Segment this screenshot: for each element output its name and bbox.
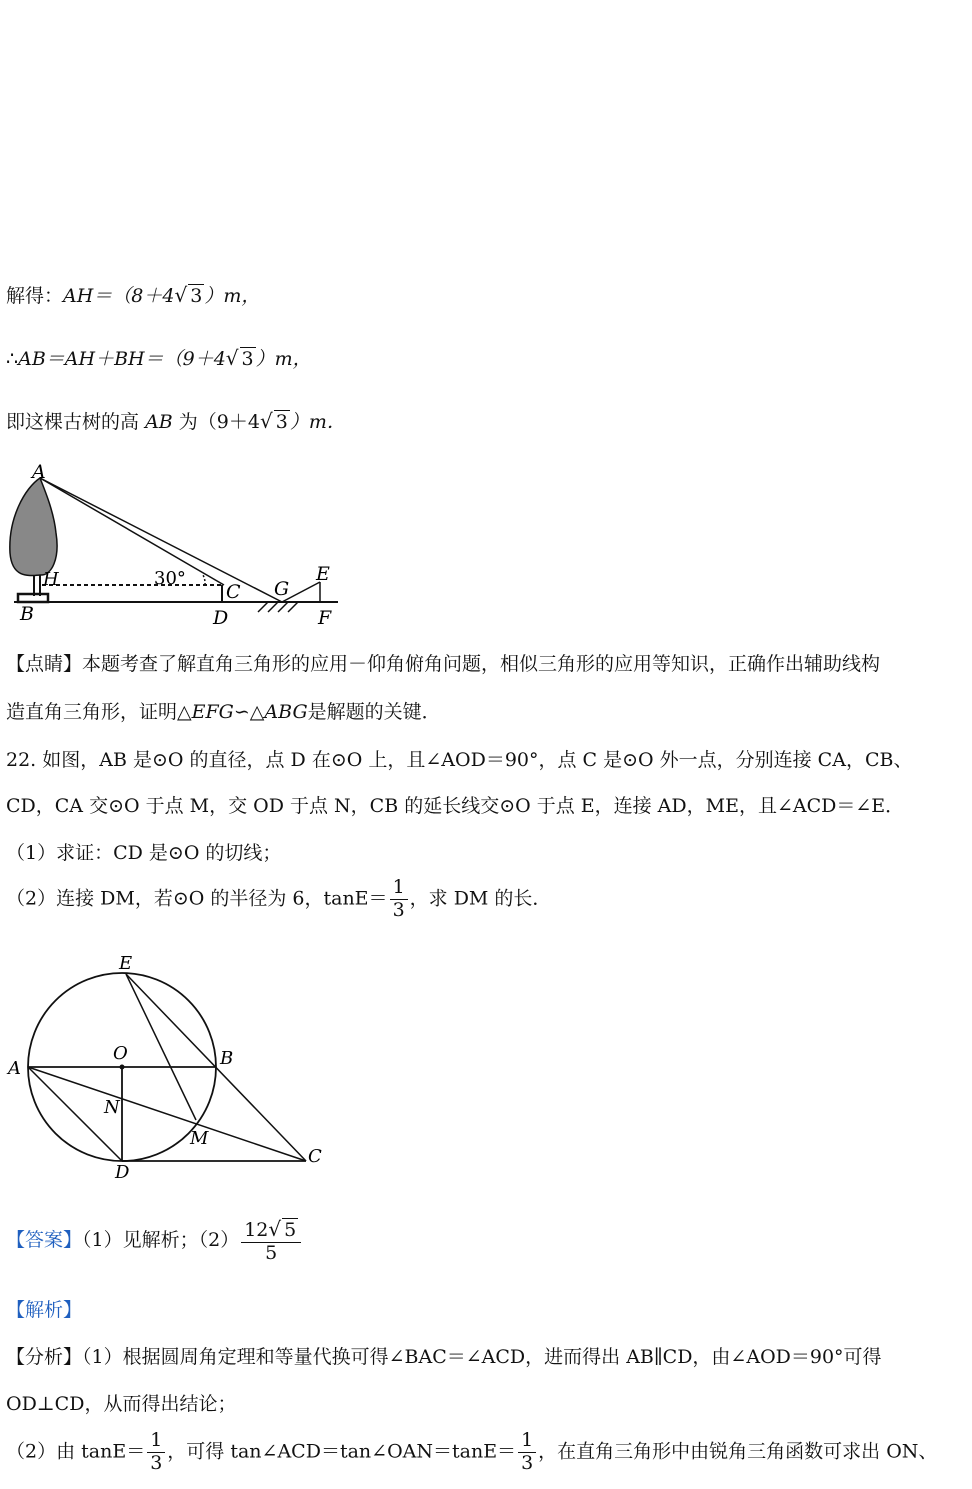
denominator: 3: [392, 898, 405, 921]
denominator: 5: [265, 1241, 278, 1264]
radicand: 3: [241, 348, 254, 370]
label-angle: 30°: [154, 568, 186, 589]
solution-line-3: [6, 406, 346, 437]
label-b: B: [20, 603, 34, 625]
label-a: A: [32, 461, 46, 483]
numerator: 1: [390, 877, 408, 900]
label-b: B: [220, 1048, 234, 1069]
analysis-heading: 【解析】: [6, 1299, 83, 1321]
sqrt: √ 3: [225, 346, 254, 370]
label-g: G: [274, 578, 290, 600]
line-ac: [40, 478, 224, 585]
text: ，求 DM 的长．: [409, 887, 552, 910]
label-h: H: [43, 569, 59, 590]
expr: ABG: [264, 701, 308, 723]
text: 解得：: [6, 285, 64, 307]
text: 为（9＋4: [178, 411, 260, 433]
comment-line-2: [6, 697, 441, 727]
text: ∽△: [233, 701, 265, 723]
radicand: 5: [284, 1218, 297, 1241]
question-2: [6, 877, 551, 922]
problem-line-2: CD，CA 交⊙O 于点 M，交 OD 于点 N，CB 的延长线交⊙O 于点 E，连接 AD，ME，且∠ACD＝∠E．: [6, 795, 905, 817]
circle-figure: [0, 945, 340, 1185]
radicand: 3: [190, 285, 203, 307]
comment-line-1: [6, 649, 880, 679]
label-m: M: [190, 1128, 209, 1149]
label-f: F: [318, 607, 332, 628]
label-e: E: [119, 953, 133, 974]
label-d: D: [213, 607, 229, 628]
problem-line-1: 22. 如图，AB 是⊙O 的直径，点 D 在⊙O 上，且∠AOD＝90°，点 C 是⊙O 外一点，分别连接 CA，CB、: [6, 749, 913, 771]
coef: 12: [244, 1218, 269, 1241]
tree-figure: [0, 458, 350, 628]
radicand: 3: [275, 411, 288, 433]
line-em: [126, 974, 196, 1120]
question-1: （1）求证：CD 是⊙O 的切线；: [6, 842, 282, 864]
line-ac: [28, 1067, 306, 1161]
text: 是解题的关键．: [307, 701, 441, 723]
label-n: N: [104, 1097, 120, 1118]
label-d: D: [115, 1162, 130, 1183]
label-c: C: [226, 581, 241, 603]
analysis-line-3: [6, 1430, 937, 1475]
text: ，在直角三角形中由锐角三角函数可求出 ON、: [538, 1440, 938, 1463]
angle-arc: [203, 575, 205, 585]
answer-tag: 【答案】: [6, 1229, 83, 1251]
expr: AB＝AH＋BH＝（9＋4: [18, 348, 226, 370]
sqrt: √ 3: [259, 409, 288, 433]
expr-post: ）m，: [255, 348, 312, 370]
label-o: O: [113, 1043, 128, 1064]
answer-fraction: [241, 1218, 301, 1265]
tree-crown: [10, 478, 57, 576]
mirror-hatch: [258, 602, 298, 612]
text: （2）连接 DM，若⊙O 的半径为 6，tanE＝: [6, 887, 388, 910]
comment-tag: 【点睛】: [6, 653, 83, 675]
comment-text: 本题考查了解直角三角形的应用－仰角俯角问题，相似三角形的应用等知识，正确作出辅助线构: [82, 653, 881, 675]
text: ∴: [6, 348, 19, 370]
numerator: 1: [518, 1430, 536, 1453]
fraction: [147, 1430, 165, 1475]
answer-line: [6, 1210, 303, 1270]
label-c: C: [308, 1146, 322, 1167]
expr-post: ）m．: [289, 411, 346, 433]
analysis-line-1: [6, 1342, 882, 1372]
expr-post: ）m，: [204, 285, 261, 307]
numerator: 1: [147, 1430, 165, 1453]
text: （2）由 tanE＝: [6, 1440, 146, 1463]
sqrt: √ 3: [174, 283, 203, 307]
denominator: 3: [521, 1451, 534, 1474]
solution-line-2: [6, 343, 312, 374]
analysis-line-2: OD⊥CD，从而得出结论；: [6, 1393, 237, 1415]
expr: EFG: [191, 701, 234, 723]
text: ，可得 tan∠ACD＝tan∠OAN＝tanE＝: [167, 1440, 517, 1463]
denominator: 3: [150, 1451, 163, 1474]
numerator: [241, 1218, 301, 1243]
tree-base: [18, 594, 48, 602]
label-e: E: [316, 563, 330, 585]
answer-text: （1）见解析；（2）: [82, 1229, 240, 1251]
expr: AH＝（8＋4: [63, 285, 175, 307]
point-o: [120, 1065, 125, 1070]
analysis-text: （1）根据圆周角定理和等量代换可得∠BAC＝∠ACD，进而得出 AB∥CD，由∠AOD＝90°可得: [82, 1346, 882, 1368]
text: 造直角三角形，证明△: [6, 701, 192, 723]
label-a: A: [8, 1058, 21, 1079]
analysis-tag: 【分析】: [6, 1346, 83, 1368]
sqrt: √ 5: [268, 1216, 297, 1241]
text: 即这棵古树的高: [6, 411, 140, 433]
fraction: [518, 1430, 536, 1475]
expr: AB: [145, 411, 173, 433]
solution-line-1: [6, 280, 260, 311]
fraction: [390, 877, 408, 922]
